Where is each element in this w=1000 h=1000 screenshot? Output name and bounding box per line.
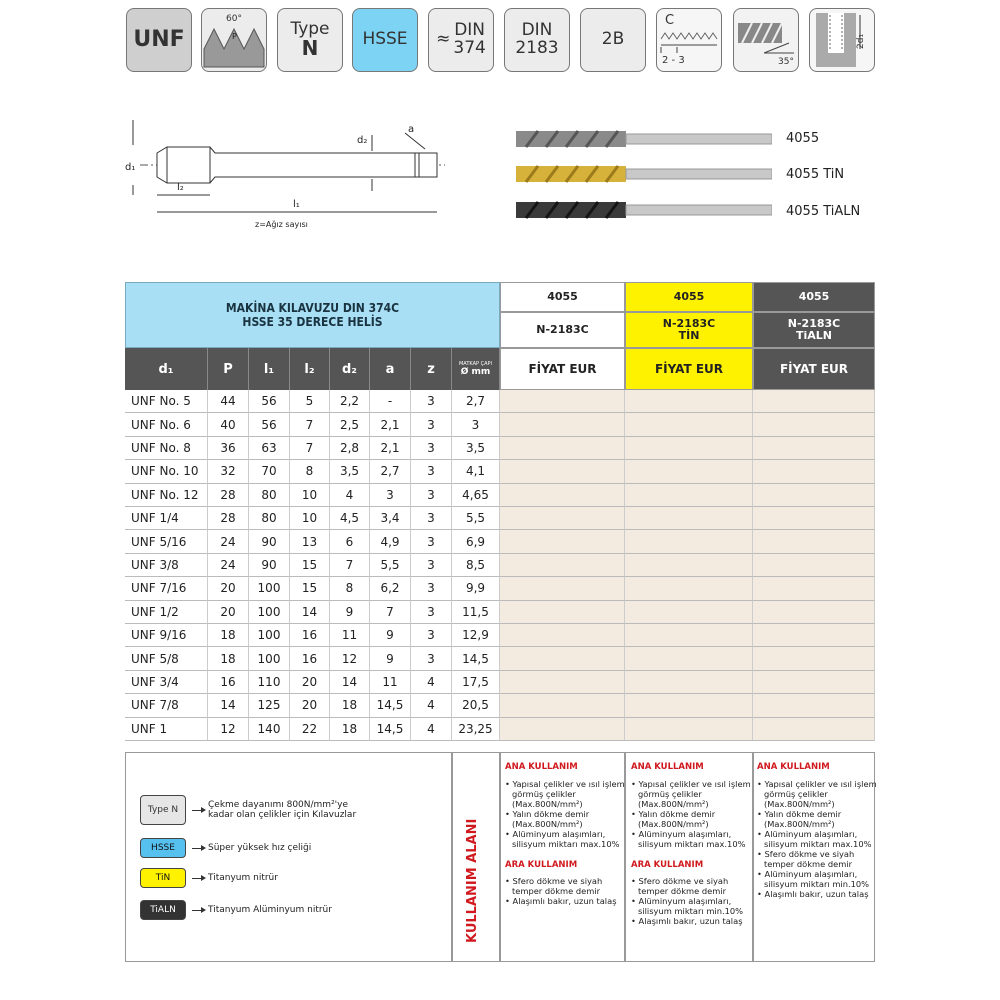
price-header: FİYAT EUR <box>753 348 875 390</box>
column-header: l₁ <box>249 348 290 390</box>
usage-item: • Yapısal çelikler ve ısıl işlem görmüş çelikler (Max.800N/mm²) <box>505 779 625 810</box>
spec-cell: 3 <box>411 601 452 624</box>
chamfer-icon <box>656 8 722 72</box>
price-cell[interactable] <box>753 390 875 413</box>
row-size-cell: UNF 7/16 <box>125 577 208 600</box>
unf-label: UNF <box>133 27 185 53</box>
column-header: a <box>370 348 411 390</box>
spec-cell: 3 <box>411 647 452 670</box>
spec-cell: 12,9 <box>452 624 500 647</box>
price-cell[interactable] <box>625 554 753 577</box>
spec-cell: 32 <box>208 460 249 483</box>
price-cell[interactable] <box>753 460 875 483</box>
spec-cell: 3,5 <box>330 460 370 483</box>
spec-cell: 3 <box>411 624 452 647</box>
arrow-icon <box>192 848 204 849</box>
spec-cell: 4 <box>411 694 452 717</box>
price-cell[interactable] <box>625 577 753 600</box>
helix-angle: 35° <box>778 57 794 67</box>
row-size-cell: UNF 7/8 <box>125 694 208 717</box>
spec-cell: 24 <box>208 530 249 553</box>
din374-icon <box>428 8 494 72</box>
usage-main-title: ANA KULLANIM <box>631 762 704 772</box>
chamfer-range: 2 - 3 <box>662 55 685 66</box>
table-title <box>125 282 500 348</box>
drill-diameter-label: MATKAP ÇAPI <box>458 361 493 367</box>
price-cell[interactable] <box>625 460 753 483</box>
spec-cell: 6,2 <box>370 577 411 600</box>
spec-cell: 100 <box>249 577 290 600</box>
usage-item: • Alaşımlı bakır, uzun talaş <box>505 895 617 906</box>
din2183-line1: DIN <box>521 20 553 41</box>
price-cell[interactable] <box>753 577 875 600</box>
din2183-icon <box>504 8 570 72</box>
price-cell[interactable] <box>500 647 625 670</box>
tolerance-icon <box>580 8 646 72</box>
unf-icon-box <box>126 8 192 72</box>
price-cell[interactable] <box>625 671 753 694</box>
usage-sub-title: ARA KULLANIM <box>505 859 578 870</box>
spec-cell: 2,2 <box>330 390 370 413</box>
tool-label-4055-tialn: 4055 TiALN <box>786 204 861 219</box>
price-cell[interactable] <box>625 647 753 670</box>
row-size-cell: UNF 3/4 <box>125 671 208 694</box>
legend-item <box>140 838 368 858</box>
din374-line2: 374 <box>453 38 486 58</box>
dim-l2: l₂ <box>177 182 184 193</box>
legend-badge: HSSE <box>140 838 186 858</box>
spec-cell: 20 <box>208 577 249 600</box>
variant-ref <box>500 312 625 348</box>
usage-main-title: ANA KULLANIM <box>757 762 830 772</box>
usage-item: • Alüminyum alaşımları, silisyum miktarı max.10% <box>505 828 620 849</box>
spec-cell: 6 <box>330 530 370 553</box>
price-cell[interactable] <box>753 413 875 436</box>
price-cell[interactable] <box>753 624 875 647</box>
usage-text <box>631 762 755 927</box>
spec-cell: 14 <box>208 694 249 717</box>
price-cell[interactable] <box>753 484 875 507</box>
spec-cell: 3 <box>452 413 500 436</box>
row-size-cell: UNF No. 6 <box>125 413 208 436</box>
dim-a: a <box>408 124 415 135</box>
usage-text <box>757 762 881 900</box>
spec-cell: 4,65 <box>452 484 500 507</box>
hsse-icon <box>352 8 418 72</box>
usage-item: • Alüminyum alaşımları, silisyum miktarı min.10% <box>757 868 870 889</box>
usage-sub-list <box>505 877 629 907</box>
spec-cell: 3 <box>411 437 452 460</box>
price-cell[interactable] <box>500 460 625 483</box>
spec-cell: 10 <box>290 484 330 507</box>
price-cell[interactable] <box>625 530 753 553</box>
price-cell[interactable] <box>625 390 753 413</box>
price-cell[interactable] <box>625 437 753 460</box>
helix-icon <box>733 8 799 72</box>
arrow-icon <box>192 810 204 811</box>
spec-cell: 5 <box>290 390 330 413</box>
spec-cell: 15 <box>290 577 330 600</box>
variant-ref <box>753 312 875 348</box>
spec-cell: 4 <box>330 484 370 507</box>
column-header: z <box>411 348 452 390</box>
spec-cell: 14,5 <box>452 647 500 670</box>
spec-cell: 90 <box>249 530 290 553</box>
spec-cell: 3 <box>411 413 452 436</box>
price-cell[interactable] <box>753 437 875 460</box>
column-header: d₂ <box>330 348 370 390</box>
usage-item: • Yapısal çelikler ve ısıl işlem görmüş çelikler (Max.800N/mm²) <box>757 779 877 810</box>
usage-item: • Sfero dökme ve siyah temper dökme demir <box>757 848 855 869</box>
row-size-cell: UNF 1 <box>125 718 208 741</box>
variant-ref-line1: N-2183C <box>787 317 841 331</box>
spec-cell: 100 <box>249 624 290 647</box>
tool-photo-4055-tialn <box>516 199 772 225</box>
usage-main-list <box>631 780 755 850</box>
legend-text: Çekme dayanımı 800N/mm²'ye kadar olan çelikler için Kılavuzlar <box>208 800 357 820</box>
legend-badge: TiN <box>140 868 186 888</box>
drawing-caption: z=Ağız sayısı <box>255 220 308 229</box>
tap-drawing <box>125 115 455 235</box>
spec-cell: 12 <box>330 647 370 670</box>
spec-cell: 20 <box>290 671 330 694</box>
price-cell[interactable] <box>753 694 875 717</box>
tolerance-label: 2B <box>601 29 625 50</box>
type-value: N <box>301 36 319 61</box>
spec-cell: 2,5 <box>330 413 370 436</box>
spec-cell: 12 <box>208 718 249 741</box>
spec-cell: 18 <box>330 694 370 717</box>
usage-vertical-label: KULLANIM ALANI <box>465 818 480 943</box>
spec-cell: 16 <box>208 671 249 694</box>
price-cell[interactable] <box>500 437 625 460</box>
price-cell[interactable] <box>500 577 625 600</box>
spec-cell: 18 <box>208 624 249 647</box>
row-size-cell: UNF No. 5 <box>125 390 208 413</box>
spec-cell: 11 <box>330 624 370 647</box>
spec-cell: 3 <box>370 484 411 507</box>
spec-cell: 5,5 <box>452 507 500 530</box>
variant-ref-line1: N-2183C <box>662 317 716 331</box>
spec-cell: 20 <box>208 601 249 624</box>
spec-cell: 3,4 <box>370 507 411 530</box>
variant-code: 4055 <box>500 282 625 312</box>
spec-cell: 7 <box>330 554 370 577</box>
variant-ref-line2: TİN <box>678 329 700 342</box>
spec-cell: 4,5 <box>330 507 370 530</box>
spec-cell: 14,5 <box>370 694 411 717</box>
spec-cell: 63 <box>249 437 290 460</box>
usage-main-list <box>505 780 629 850</box>
column-header: l₂ <box>290 348 330 390</box>
price-cell[interactable] <box>753 647 875 670</box>
column-header: P <box>208 348 249 390</box>
legend-item <box>140 900 368 920</box>
price-cell[interactable] <box>500 554 625 577</box>
spec-cell: 9,9 <box>452 577 500 600</box>
spec-cell: - <box>370 390 411 413</box>
spec-cell: 100 <box>249 601 290 624</box>
spec-cell: 2,8 <box>330 437 370 460</box>
chamfer-letter: C <box>665 13 675 28</box>
spec-cell: 23,25 <box>452 718 500 741</box>
spec-cell: 10 <box>290 507 330 530</box>
spec-cell: 16 <box>290 647 330 670</box>
thread-profile-icon <box>201 8 267 72</box>
spec-cell: 110 <box>249 671 290 694</box>
price-cell[interactable] <box>625 507 753 530</box>
usage-item: • Yalın dökme demir (Max.800N/mm²) <box>505 809 590 829</box>
price-cell[interactable] <box>625 413 753 436</box>
price-cell[interactable] <box>500 601 625 624</box>
legend-text: Süper yüksek hız çeliği <box>208 843 312 853</box>
spec-cell: 28 <box>208 507 249 530</box>
spec-cell: 40 <box>208 413 249 436</box>
variant-ref-line2: TiALN <box>795 329 832 342</box>
spec-cell: 11,5 <box>452 601 500 624</box>
depth-label: 2d₁ <box>856 33 866 49</box>
price-cell[interactable] <box>500 718 625 741</box>
din374-line1: DIN <box>454 20 486 41</box>
spec-cell: 2,1 <box>370 437 411 460</box>
usage-item: • Sfero dökme ve siyah temper dökme demir <box>631 876 729 896</box>
spec-cell: 4,9 <box>370 530 411 553</box>
price-cell[interactable] <box>753 507 875 530</box>
usage-item: • Alüminyum alaşımları, silisyum miktarı max.10% <box>757 828 872 849</box>
spec-cell: 7 <box>290 413 330 436</box>
usage-item: • Alaşımlı bakır, uzun talaş <box>757 888 869 899</box>
usage-item: • Sfero dökme ve siyah temper dökme demir <box>505 876 603 896</box>
column-header-label: Ø mm <box>460 367 491 377</box>
dim-l1: l₁ <box>293 199 300 210</box>
spec-cell: 9 <box>370 624 411 647</box>
price-cell[interactable] <box>500 671 625 694</box>
table-title-line1: MAKİNA KILAVUZU DIN 374C <box>225 301 400 315</box>
depth-icon <box>809 8 875 72</box>
spec-cell: 2,1 <box>370 413 411 436</box>
legend-item <box>140 868 368 888</box>
type-label: Type <box>290 18 330 39</box>
variant-code: 4055 <box>753 282 875 312</box>
spec-cell: 16 <box>290 624 330 647</box>
thread-angle-label: 60° <box>226 14 242 24</box>
spec-cell: 3 <box>411 484 452 507</box>
row-size-cell: UNF No. 12 <box>125 484 208 507</box>
usage-text <box>505 762 629 907</box>
price-cell[interactable] <box>500 390 625 413</box>
thread-pitch-label: P <box>232 32 237 41</box>
spec-cell: 56 <box>249 413 290 436</box>
usage-vertical-panel <box>452 752 500 962</box>
spec-cell: 6,9 <box>452 530 500 553</box>
usage-item: • Yalın dökme demir (Max.800N/mm²) <box>631 809 716 829</box>
spec-cell: 14 <box>290 601 330 624</box>
spec-cell: 14 <box>330 671 370 694</box>
row-size-cell: UNF 5/16 <box>125 530 208 553</box>
spec-cell: 24 <box>208 554 249 577</box>
price-cell[interactable] <box>500 507 625 530</box>
spec-cell: 7 <box>370 601 411 624</box>
variant-code: 4055 <box>625 282 753 312</box>
tool-photo-4055-tin <box>516 163 772 189</box>
tool-label-4055: 4055 <box>786 131 820 146</box>
row-size-cell: UNF No. 10 <box>125 460 208 483</box>
spec-cell: 3,5 <box>452 437 500 460</box>
spec-cell: 3 <box>411 390 452 413</box>
spec-cell: 15 <box>290 554 330 577</box>
row-size-cell: UNF No. 8 <box>125 437 208 460</box>
legend-item <box>140 795 368 825</box>
price-cell[interactable] <box>625 601 753 624</box>
tool-photo-4055 <box>516 128 772 154</box>
legend-badge: TiALN <box>140 900 186 920</box>
usage-sub-list <box>631 877 755 927</box>
spec-cell: 28 <box>208 484 249 507</box>
spec-cell: 125 <box>249 694 290 717</box>
price-cell[interactable] <box>500 413 625 436</box>
price-cell[interactable] <box>753 601 875 624</box>
price-cell[interactable] <box>753 554 875 577</box>
legend-text: Titanyum nitrür <box>208 873 278 883</box>
tool-label-4055-tin: 4055 TiN <box>786 167 845 182</box>
spec-cell: 3 <box>411 554 452 577</box>
spec-cell: 3 <box>411 530 452 553</box>
price-cell[interactable] <box>753 671 875 694</box>
variant-ref-line1: N-2183C <box>536 323 589 337</box>
usage-item: • Alüminyum alaşımları, silisyum miktarı min.10% <box>631 895 744 916</box>
dim-d2: d₂ <box>357 135 368 146</box>
variant-ref <box>625 312 753 348</box>
spec-cell: 8 <box>290 460 330 483</box>
spec-cell: 3 <box>411 577 452 600</box>
legend-badge: Type N <box>140 795 186 825</box>
column-header <box>452 348 500 390</box>
price-cell[interactable] <box>625 484 753 507</box>
spec-cell: 17,5 <box>452 671 500 694</box>
hsse-label: HSSE <box>362 29 408 50</box>
spec-cell: 44 <box>208 390 249 413</box>
tap-drawing-svg <box>125 115 455 235</box>
table-title-line2: HSSE 35 DERECE HELİS <box>242 315 383 329</box>
legend-text: Titanyum Alüminyum nitrür <box>208 905 332 915</box>
spec-cell: 70 <box>249 460 290 483</box>
spec-cell: 11 <box>370 671 411 694</box>
usage-main-title: ANA KULLANIM <box>505 762 578 772</box>
price-cell[interactable] <box>500 694 625 717</box>
spec-cell: 4 <box>411 671 452 694</box>
spec-cell: 13 <box>290 530 330 553</box>
column-header: d₁ <box>125 348 208 390</box>
price-cell[interactable] <box>753 718 875 741</box>
spec-cell: 4 <box>411 718 452 741</box>
spec-cell: 8,5 <box>452 554 500 577</box>
usage-sub-title: ARA KULLANIM <box>631 859 704 870</box>
row-size-cell: UNF 9/16 <box>125 624 208 647</box>
spec-cell: 4,1 <box>452 460 500 483</box>
spec-cell: 36 <box>208 437 249 460</box>
price-cell[interactable] <box>753 530 875 553</box>
spec-cell: 8 <box>330 577 370 600</box>
price-cell[interactable] <box>625 694 753 717</box>
dim-d1: d₁ <box>125 162 136 173</box>
approx-sign: ≈ <box>436 29 451 50</box>
spec-cell: 5,5 <box>370 554 411 577</box>
price-cell[interactable] <box>500 624 625 647</box>
price-cell[interactable] <box>500 530 625 553</box>
din2183-line2: 2183 <box>515 38 559 58</box>
usage-item: • Alüminyum alaşımları, silisyum miktarı max.10% <box>631 828 746 849</box>
usage-item: • Alaşımlı bakır, uzun talaş <box>631 915 743 926</box>
usage-main-list <box>757 780 881 899</box>
row-size-cell: UNF 1/2 <box>125 601 208 624</box>
spec-cell: 3 <box>411 507 452 530</box>
row-size-cell: UNF 5/8 <box>125 647 208 670</box>
spec-cell: 18 <box>208 647 249 670</box>
price-header: FİYAT EUR <box>625 348 753 390</box>
usage-item: • Yapısal çelikler ve ısıl işlem görmüş çelikler (Max.800N/mm²) <box>631 779 751 810</box>
spec-cell: 80 <box>249 507 290 530</box>
spec-cell: 7 <box>290 437 330 460</box>
spec-cell: 22 <box>290 718 330 741</box>
spec-cell: 100 <box>249 647 290 670</box>
price-cell[interactable] <box>500 484 625 507</box>
spec-cell: 9 <box>370 647 411 670</box>
arrow-icon <box>192 910 204 911</box>
type-n-icon <box>277 8 343 72</box>
arrow-icon <box>192 878 204 879</box>
spec-cell: 3 <box>411 460 452 483</box>
spec-cell: 2,7 <box>370 460 411 483</box>
price-header: FİYAT EUR <box>500 348 625 390</box>
spec-cell: 20,5 <box>452 694 500 717</box>
spec-cell: 9 <box>330 601 370 624</box>
usage-item: • Yalın dökme demir (Max.800N/mm²) <box>757 809 842 829</box>
spec-cell: 80 <box>249 484 290 507</box>
spec-cell: 18 <box>330 718 370 741</box>
spec-cell: 140 <box>249 718 290 741</box>
spec-cell: 20 <box>290 694 330 717</box>
spec-cell: 90 <box>249 554 290 577</box>
spec-cell: 2,7 <box>452 390 500 413</box>
row-size-cell: UNF 1/4 <box>125 507 208 530</box>
price-cell[interactable] <box>625 718 753 741</box>
price-cell[interactable] <box>625 624 753 647</box>
row-size-cell: UNF 3/8 <box>125 554 208 577</box>
spec-cell: 14,5 <box>370 718 411 741</box>
spec-cell: 56 <box>249 390 290 413</box>
